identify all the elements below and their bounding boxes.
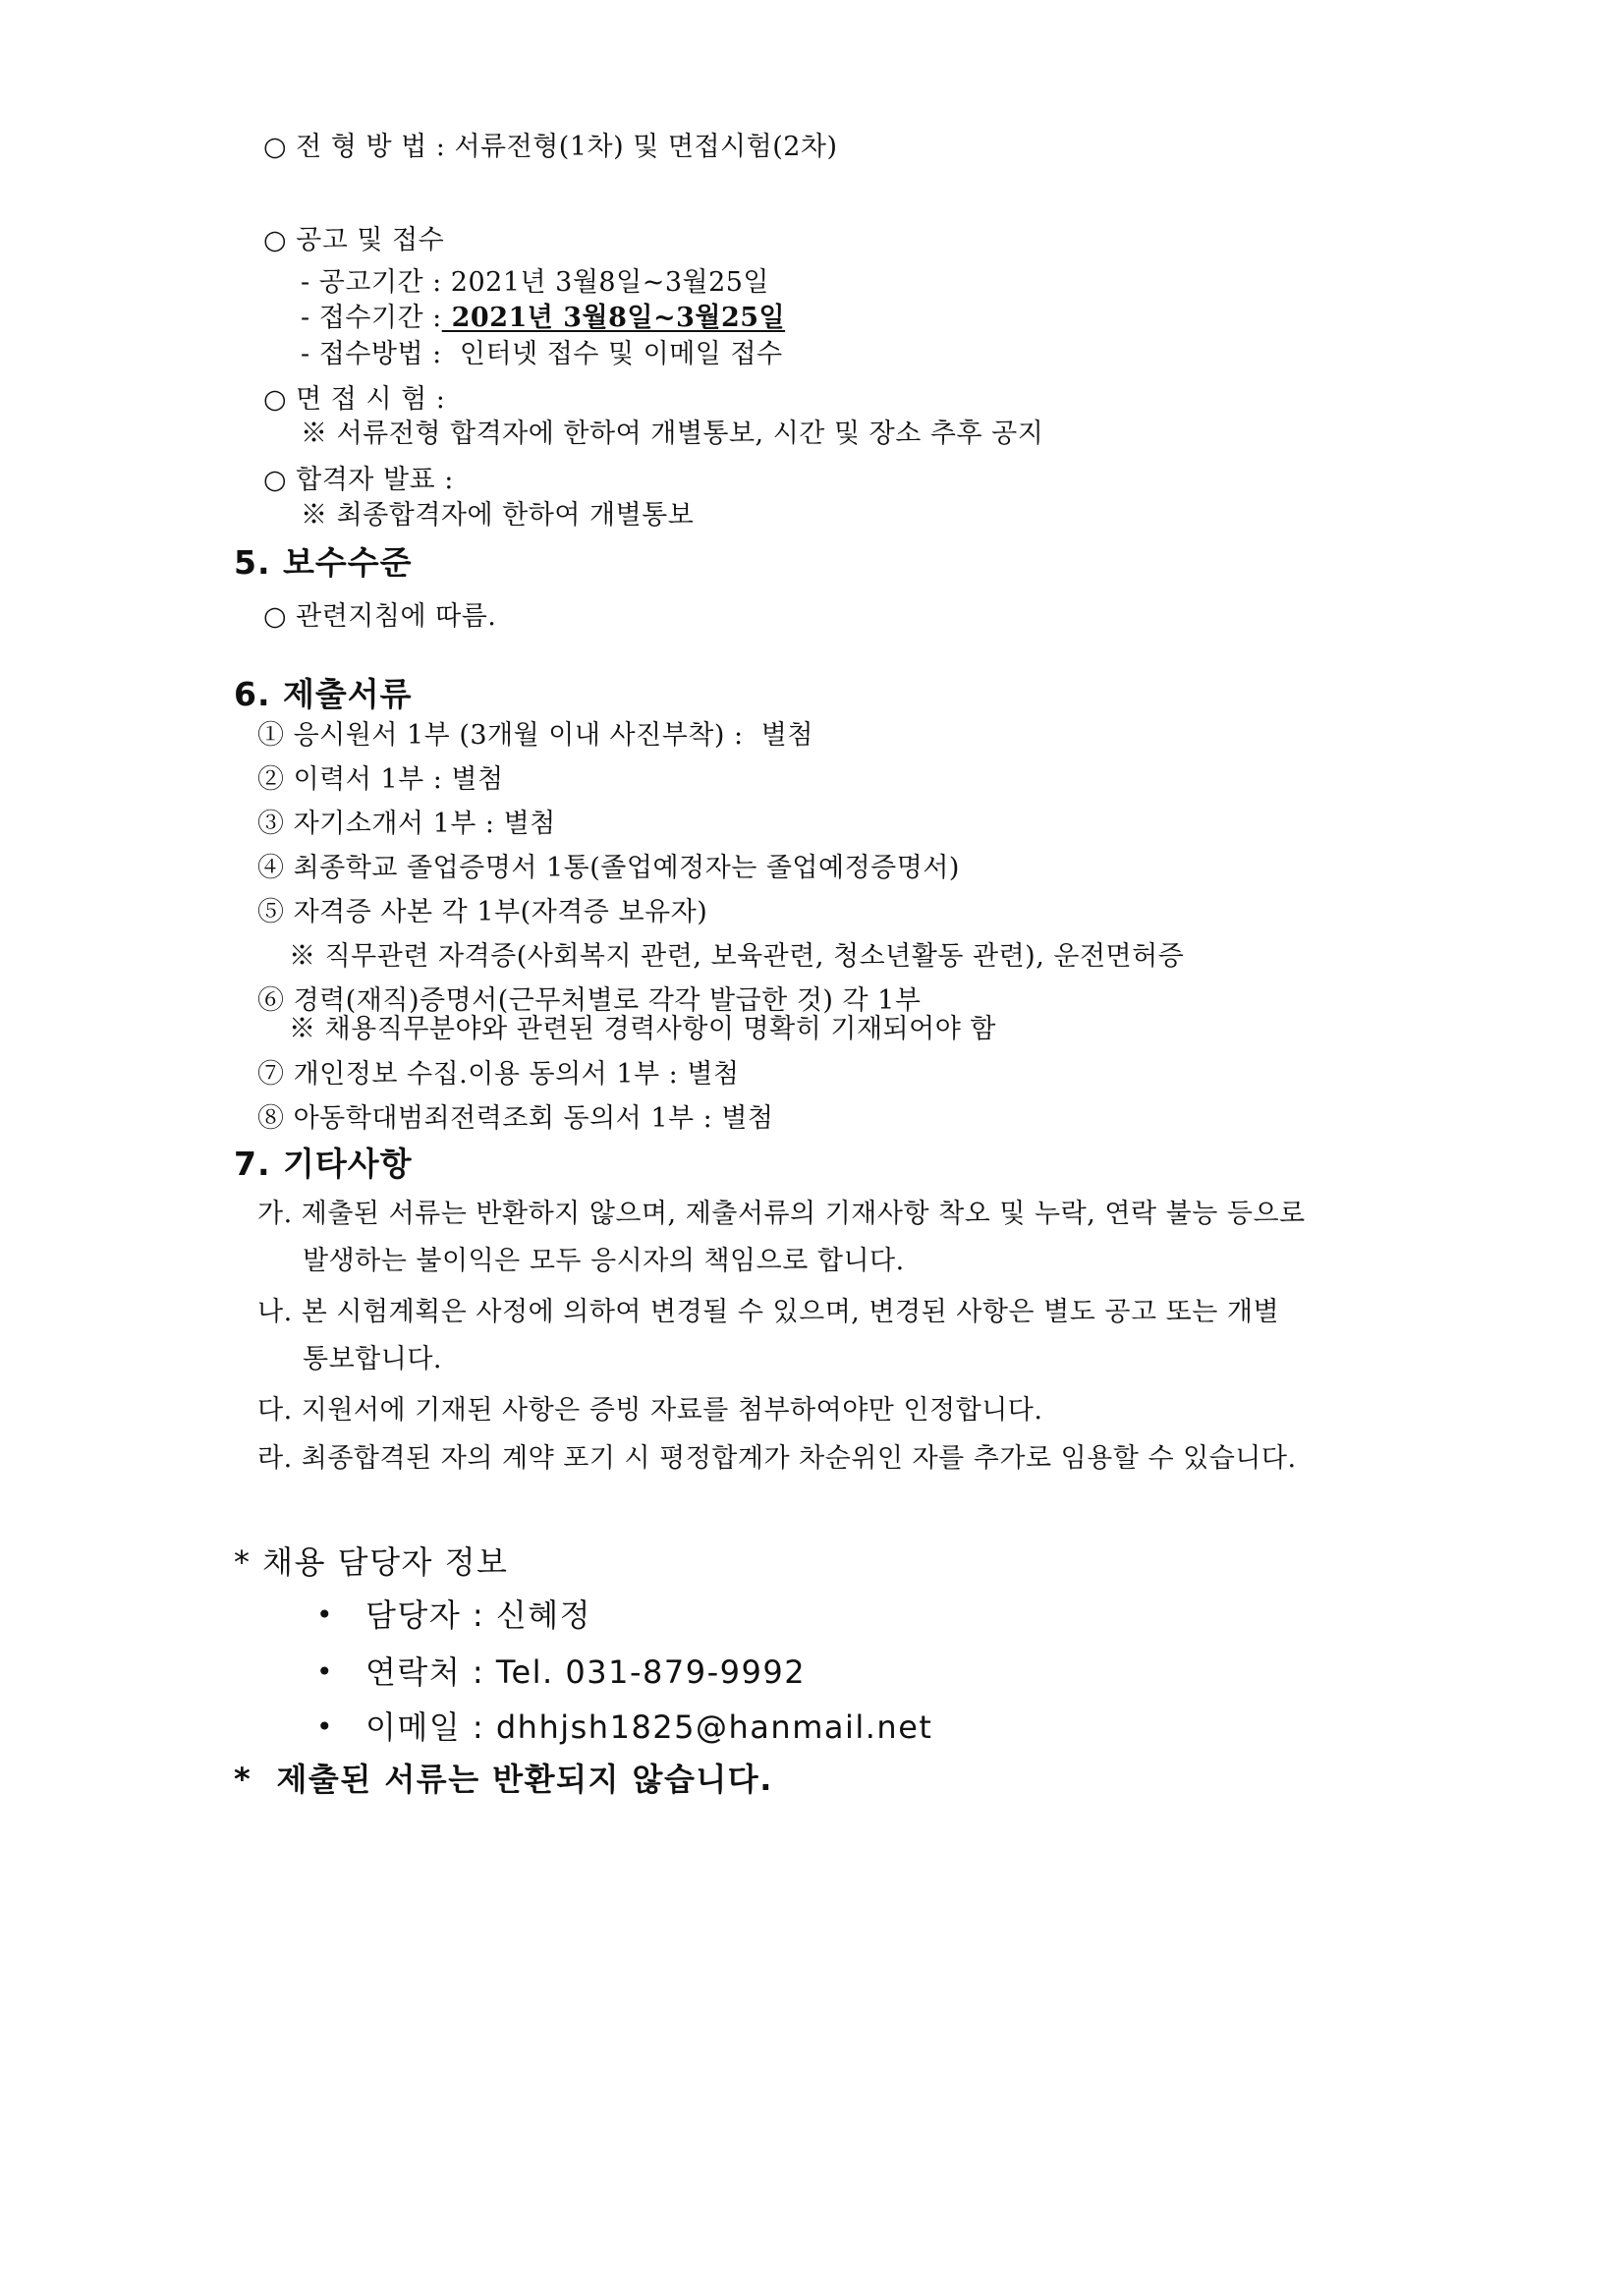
document-item: ⑤ 자격증 사본 각 1부(자격증 보유자) — [257, 897, 708, 927]
document-item-note: ※ 채용직무분야와 관련된 경력사항이 명확히 기재되어야 함 — [289, 1014, 996, 1044]
document-item: ④ 최종학교 졸업증명서 1통(졸업예정자는 졸업예정증명서) — [257, 853, 960, 883]
document-item-note: ※ 직무관련 자격증(사회복지 관련, 보육관련, 청소년활동 관련), 운전면허증 — [289, 941, 1185, 972]
contact-phone: 연락처 : Tel. 031-879-9992 — [365, 1653, 807, 1691]
note-item-continued: 통보합니다. — [303, 1344, 442, 1374]
note-item: 가. 제출된 서류는 반환하지 않으며, 제출서류의 기재사항 착오 및 누락, 연락 불능 등으로 — [257, 1199, 1306, 1229]
document-item: ① 응시원서 1부 (3개월 이내 사진부착) : 별첨 — [257, 720, 813, 751]
interview-title: ○ 면 접 시 험 : — [263, 384, 446, 415]
section5-heading: 5. 보수수준 — [234, 543, 413, 582]
document-item: ⑥ 경력(재직)증명서(근무처별로 각각 발급한 것) 각 1부 — [257, 985, 922, 1016]
note-item-continued: 발생하는 불이익은 모두 응시자의 책임으로 합니다. — [303, 1246, 905, 1276]
interview-note: ※ 서류전형 합격자에 한하여 개별통보, 시간 및 장소 추후 공지 — [301, 419, 1044, 449]
contact-heading: * 채용 담당자 정보 — [234, 1543, 509, 1581]
result-note: ※ 최종합격자에 한하여 개별통보 — [301, 500, 695, 531]
result-title: ○ 합격자 발표 : — [263, 465, 454, 495]
receipt-value: 2021년 3월8일~3월25일 — [441, 303, 786, 333]
bullet-icon: • — [316, 1598, 333, 1631]
note-item: 라. 최종합격된 자의 계약 포기 시 평정합계가 차순위인 자를 추가로 임용할 수 있습니다. — [257, 1443, 1297, 1474]
bullet-icon: • — [316, 1710, 333, 1743]
section7-heading: 7. 기타사항 — [234, 1145, 413, 1183]
receipt-label: - 접수기간 : — [301, 303, 442, 333]
section5-item: ○ 관련지침에 따름. — [263, 601, 497, 632]
section6-heading: 6. 제출서류 — [234, 675, 413, 713]
receipt-period — [301, 301, 785, 336]
notice-title: ○ 공고 및 접수 — [263, 225, 445, 255]
document-item: ② 이력서 1부 : 별첨 — [257, 764, 504, 795]
selection-method: ○ 전 형 방 법 : 서류전형(1차) 및 면접시험(2차) — [263, 132, 838, 162]
contact-manager: 담당자 : 신혜정 — [365, 1596, 592, 1634]
contact-email: 이메일 : dhhjsh1825@hanmail.net — [365, 1708, 933, 1746]
document-item: ⑧ 아동학대범죄전력조회 동의서 1부 : 별첨 — [257, 1103, 774, 1134]
document-item: ③ 자기소개서 1부 : 별첨 — [257, 809, 556, 839]
note-item: 나. 본 시험계획은 사정에 의하여 변경될 수 있으며, 변경된 사항은 별도 공고 또는 개별 — [257, 1297, 1280, 1327]
notice-period: - 공고기간 : 2021년 3월8일~3월25일 — [301, 267, 770, 298]
bullet-icon: • — [316, 1655, 333, 1688]
document-item: ⑦ 개인정보 수집.이용 동의서 1부 : 별첨 — [257, 1059, 740, 1090]
receipt-method: - 접수방법 : 인터넷 접수 및 이메일 접수 — [301, 339, 783, 369]
note-item: 다. 지원서에 기재된 사항은 증빙 자료를 첨부하여야만 인정합니다. — [257, 1395, 1043, 1426]
footer-note: * 제출된 서류는 반환되지 않습니다. — [234, 1761, 773, 1798]
